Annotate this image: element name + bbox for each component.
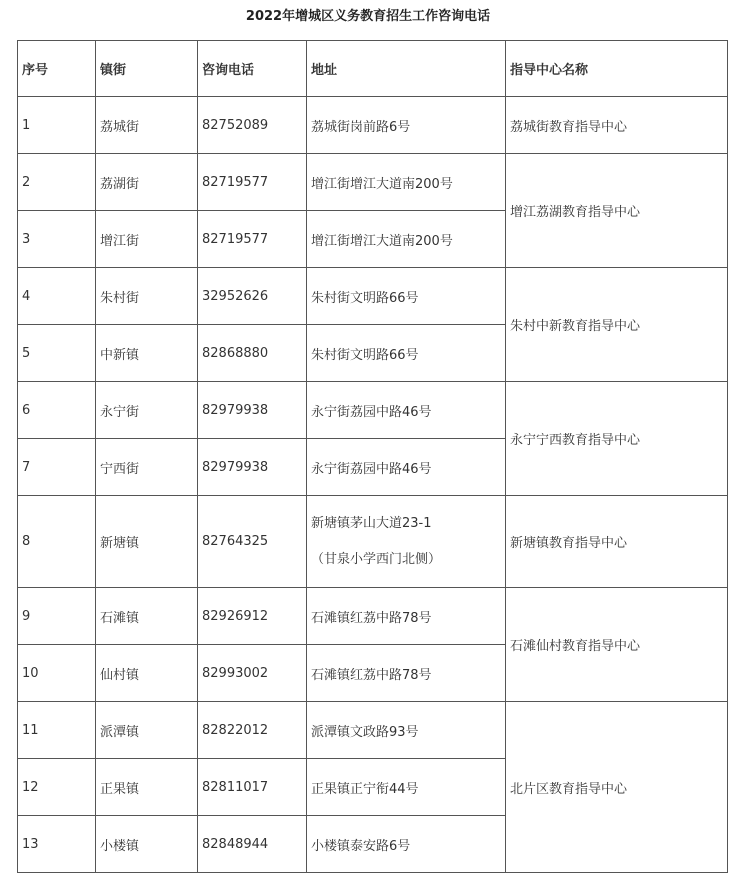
header-no: 序号 [18, 41, 96, 97]
cell-center: 永宁宁西教育指导中心 [506, 382, 728, 496]
cell-address: 正果镇正宁衔44号 [307, 759, 506, 816]
cell-town: 正果镇 [96, 759, 198, 816]
header-phone: 咨询电话 [198, 41, 307, 97]
cell-center: 北片区教育指导中心 [506, 702, 728, 873]
table-row [18, 382, 728, 439]
cell-town: 朱村街 [96, 268, 198, 325]
cell-phone: 82979938 [198, 382, 307, 439]
cell-no: 1 [18, 97, 96, 154]
cell-no: 10 [18, 645, 96, 702]
table-row [18, 496, 728, 588]
cell-address: 荔城街岗前路6号 [307, 97, 506, 154]
cell-town: 中新镇 [96, 325, 198, 382]
cell-center: 新塘镇教育指导中心 [506, 496, 728, 588]
cell-phone: 82811017 [198, 759, 307, 816]
cell-address: 石滩镇红荔中路78号 [307, 588, 506, 645]
table-row [18, 268, 728, 325]
cell-address: 永宁街荔园中路46号 [307, 439, 506, 496]
cell-phone: 82848944 [198, 816, 307, 873]
cell-phone: 82979938 [198, 439, 307, 496]
cell-center: 朱村中新教育指导中心 [506, 268, 728, 382]
cell-no: 2 [18, 154, 96, 211]
table-row [18, 588, 728, 645]
cell-town: 增江街 [96, 211, 198, 268]
header-town: 镇街 [96, 41, 198, 97]
cell-no: 5 [18, 325, 96, 382]
cell-center: 荔城街教育指导中心 [506, 97, 728, 154]
cell-address: 增江街增江大道南200号 [307, 211, 506, 268]
cell-phone: 82822012 [198, 702, 307, 759]
cell-address: 朱村街文明路66号 [307, 325, 506, 382]
cell-address: 永宁街荔园中路46号 [307, 382, 506, 439]
table-row [18, 97, 728, 154]
cell-no: 6 [18, 382, 96, 439]
cell-no: 9 [18, 588, 96, 645]
cell-phone: 82764325 [198, 496, 307, 588]
cell-no: 8 [18, 496, 96, 588]
cell-no: 7 [18, 439, 96, 496]
cell-town: 小楼镇 [96, 816, 198, 873]
cell-town: 新塘镇 [96, 496, 198, 588]
cell-phone: 82926912 [198, 588, 307, 645]
cell-center: 石滩仙村教育指导中心 [506, 588, 728, 702]
cell-phone: 82993002 [198, 645, 307, 702]
cell-address [307, 496, 506, 588]
address-note: （甘泉小学西门北侧） [311, 551, 442, 567]
cell-no: 12 [18, 759, 96, 816]
cell-town: 宁西街 [96, 439, 198, 496]
cell-phone: 82719577 [198, 211, 307, 268]
cell-phone: 32952626 [198, 268, 307, 325]
header-center: 指导中心名称 [506, 41, 728, 97]
cell-no: 4 [18, 268, 96, 325]
cell-town: 仙村镇 [96, 645, 198, 702]
cell-town: 永宁街 [96, 382, 198, 439]
cell-address: 石滩镇红荔中路78号 [307, 645, 506, 702]
table-row [18, 702, 728, 759]
cell-address: 派潭镇文政路93号 [307, 702, 506, 759]
cell-no: 13 [18, 816, 96, 873]
cell-no: 11 [18, 702, 96, 759]
table-row [18, 154, 728, 211]
cell-town: 石滩镇 [96, 588, 198, 645]
header-address: 地址 [307, 41, 506, 97]
address-line: 新塘镇茅山大道23-1 [311, 515, 432, 531]
cell-address: 朱村街文明路66号 [307, 268, 506, 325]
cell-phone: 82868880 [198, 325, 307, 382]
cell-phone: 82719577 [198, 154, 307, 211]
cell-no: 3 [18, 211, 96, 268]
cell-phone: 82752089 [198, 97, 307, 154]
cell-town: 荔湖街 [96, 154, 198, 211]
cell-center: 增江荔湖教育指导中心 [506, 154, 728, 268]
table-header-row [18, 41, 728, 97]
cell-town: 派潭镇 [96, 702, 198, 759]
consultation-table [17, 40, 728, 873]
page-title: 2022年增城区义务教育招生工作咨询电话 [245, 9, 491, 24]
cell-address: 小楼镇泰安路6号 [307, 816, 506, 873]
cell-town: 荔城街 [96, 97, 198, 154]
cell-address: 增江街增江大道南200号 [307, 154, 506, 211]
